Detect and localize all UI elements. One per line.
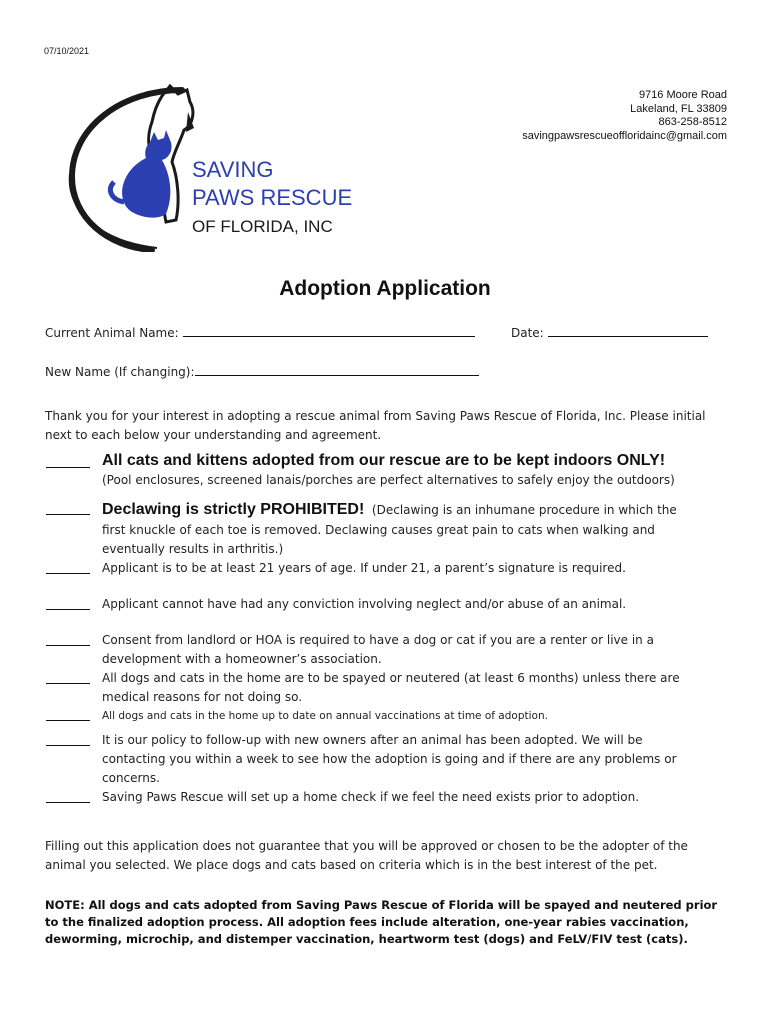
document-date: 07/10/2021 xyxy=(44,46,90,56)
address-email: savingpawsrescueoffloridainc@gmail.com xyxy=(522,129,727,142)
initial-blank-7[interactable] xyxy=(46,720,90,721)
address-street: 9716 Moore Road xyxy=(638,89,727,101)
item-2-heading: Declawing is strictly PROHIBITED! xyxy=(102,501,365,518)
initial-blank-5[interactable] xyxy=(46,645,90,646)
address-city: Lakeland, FL 33809 xyxy=(630,102,727,115)
initial-blank-6[interactable] xyxy=(46,683,90,684)
item-5-text: Consent from landlord or HOA is required to have a dog or cat if you are a renter or live in a development with a homeowner’s association. xyxy=(102,633,654,666)
new-name-field xyxy=(45,363,479,382)
new-name-line[interactable] xyxy=(195,363,479,376)
page-title: Adoption Application xyxy=(279,277,491,300)
current-animal-name-label: Current Animal Name: xyxy=(45,326,179,340)
item-3-text: Applicant is to be at least 21 years of age. If under 21, a parent’s signature is required. xyxy=(102,561,626,575)
item-2-text: (Declawing is an inhumane procedure in which the first knuckle of each toe is removed. Declawing causes great pain to cats when walking and eventually results in arthritis.) xyxy=(102,503,677,556)
logo-text-3: OF FLORIDA, INC xyxy=(192,217,333,236)
closing-paragraph: Filling out this application does not guarantee that you will be approved or chosen to be the adopter of the animal you selected. We place dogs and cats based on criteria which is in the best interest of the pet. xyxy=(45,839,688,872)
current-animal-name-field xyxy=(45,324,475,343)
note-paragraph: NOTE: All dogs and cats adopted from Saving Paws Rescue of Florida will be spayed and neutered prior to the finalized adoption process. All adoption fees include alteration, one-year rabies vaccination, deworming, microchip, and distemper vaccination, heartworm test (dogs) and FeLV/FIV test (cats). xyxy=(45,898,718,946)
initial-blank-9[interactable] xyxy=(46,802,90,803)
date-label: Date: xyxy=(511,326,544,340)
item-1-text: (Pool enclosures, screened lanais/porches are perfect alternatives to safely enjoy the outdoors) xyxy=(102,473,675,487)
intro-paragraph: Thank you for your interest in adopting a rescue animal from Saving Paws Rescue of Florida, Inc. Please initial next to each below your understanding and agreement. xyxy=(45,409,706,442)
list-item xyxy=(102,500,704,560)
logo-text-1: SAVING xyxy=(192,157,274,182)
address-phone: 863-258-8512 xyxy=(658,116,727,128)
date-line[interactable] xyxy=(548,324,708,337)
contact-address xyxy=(522,89,727,143)
current-animal-name-line[interactable] xyxy=(183,324,475,337)
item-7-text: All dogs and cats in the home up to date on annual vaccinations at time of adoption. xyxy=(102,710,548,722)
item-8-text: It is our policy to follow-up with new owners after an animal has been adopted. We will be contacting you within a week to see how the adoption is going and if there are any problems or concerns. xyxy=(102,733,677,785)
initial-blank-8[interactable] xyxy=(46,745,90,746)
logo-text-2: PAWS RESCUE xyxy=(192,185,353,210)
new-name-label: New Name (If changing): xyxy=(45,365,195,379)
item-9-text: Saving Paws Rescue will set up a home check if we feel the need exists prior to adoption. xyxy=(102,790,640,804)
date-field xyxy=(511,324,708,343)
initial-blank-4[interactable] xyxy=(46,609,90,610)
initial-blank-3[interactable] xyxy=(46,573,90,574)
item-1-heading: All cats and kittens adopted from our rescue are to be kept indoors ONLY! xyxy=(102,452,666,469)
initial-blank-1[interactable] xyxy=(46,467,90,468)
item-4-text: Applicant cannot have had any conviction involving neglect and/or abuse of an animal. xyxy=(102,597,627,611)
item-6-text: All dogs and cats in the home are to be spayed or neutered (at least 6 months) unless there are medical reasons for not doing so. xyxy=(102,671,680,704)
rescue-logo xyxy=(62,82,362,252)
initial-blank-2[interactable] xyxy=(46,514,90,515)
list-item xyxy=(102,452,704,490)
